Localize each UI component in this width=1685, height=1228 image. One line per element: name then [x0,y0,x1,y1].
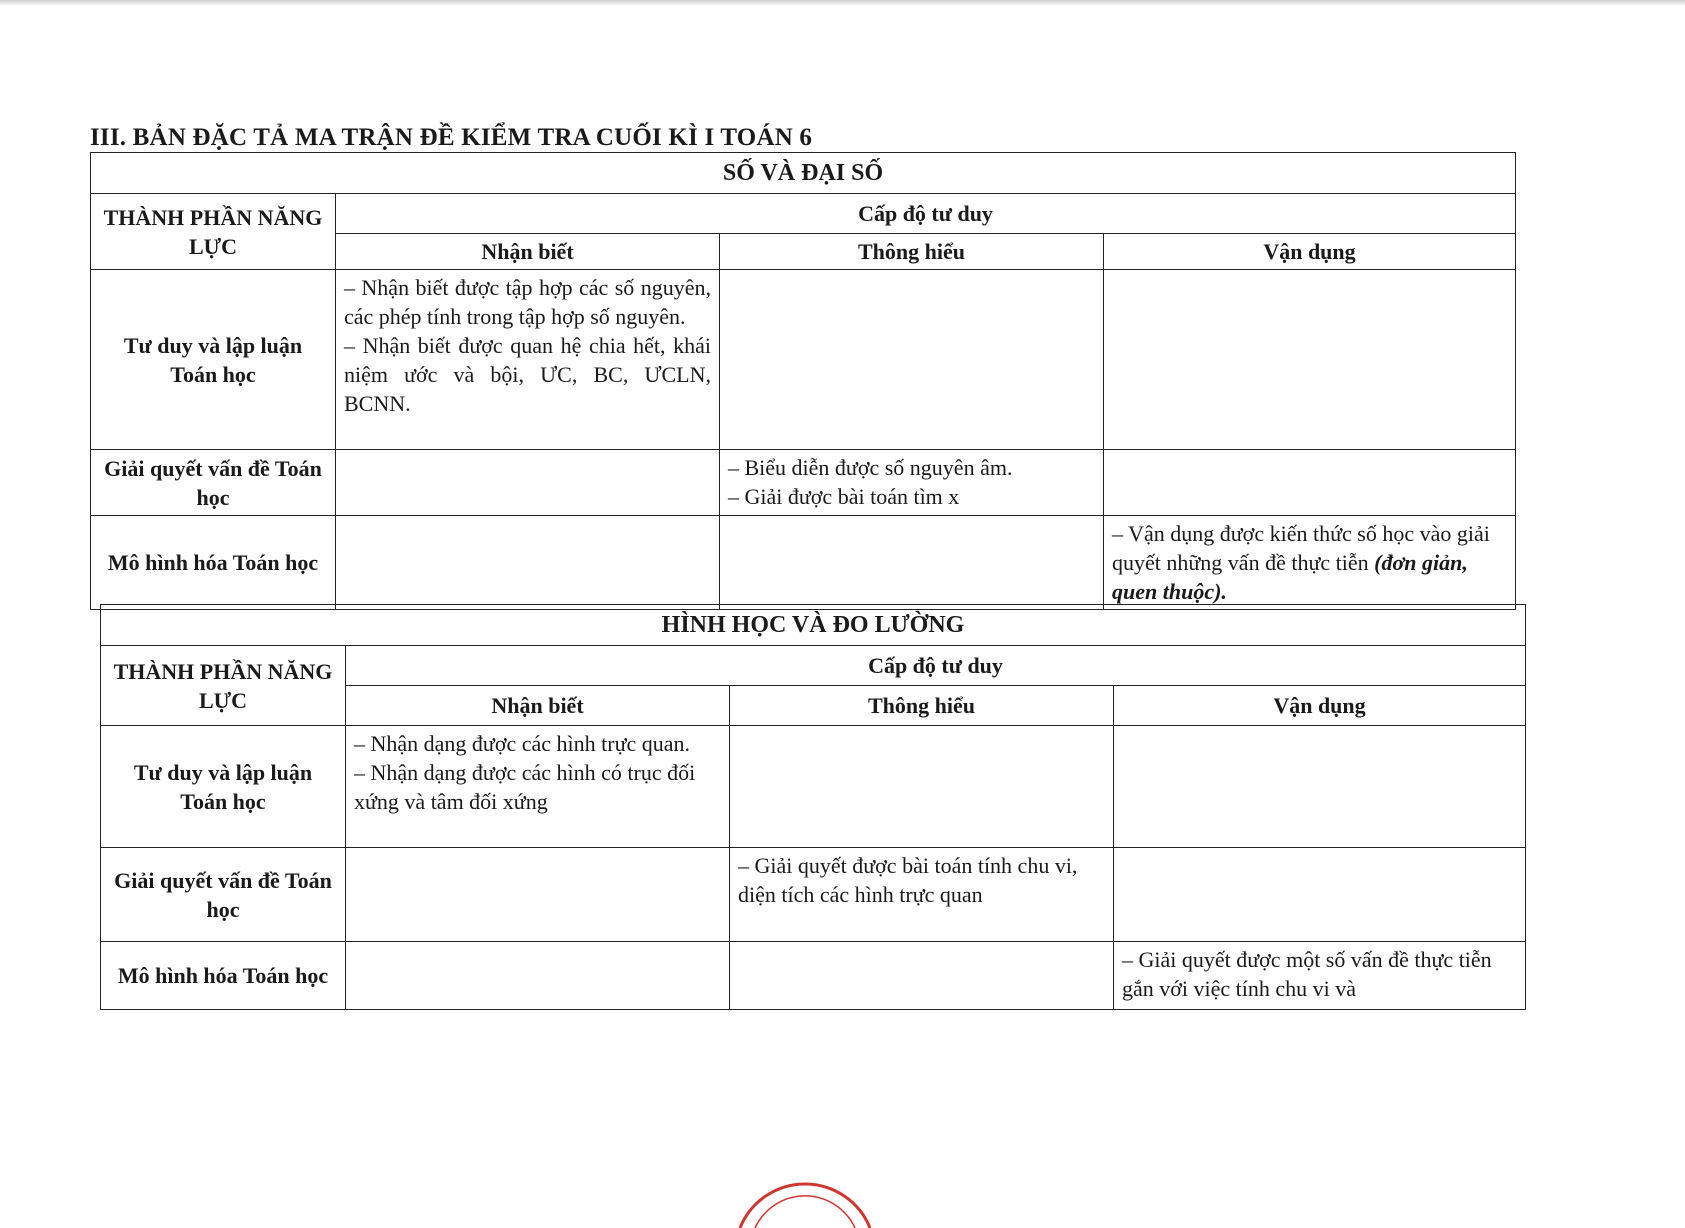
description-line: – Nhận dạng được các hình trực quan. [354,731,691,756]
cell-nhan-biet [336,516,720,610]
description-line: – Nhận biết được tập hợp các số nguyên, các phép tính trong tập hợp số nguyên. [344,275,711,329]
cell-nhan-biet [336,270,720,450]
description-line: – Giải quyết được bài toán tính chu vi, diện tích các hình trực quan [738,853,1078,907]
cell-van-dung [1114,942,1526,1010]
description-line: – Giải được bài toán tìm x [728,484,960,509]
cell-nhan-biet [346,726,730,848]
description-line: – Nhận dạng được các hình có trục đối xứng và tâm đối xứng [354,760,696,814]
row-label: Tư duy và lập luận Toán học [91,270,336,450]
cell-nhan-biet [346,942,730,1010]
cell-van-dung [1114,848,1526,942]
description-text: – Vận dụng được kiến thức số học vào giải quyết những vấn đề thực tiễn [1112,521,1490,575]
cell-thong-hieu [730,726,1114,848]
cell-thong-hieu [720,450,1104,516]
matrix-table-hinh-hoc [100,604,1526,1010]
section-heading: HÌNH HỌC VÀ ĐO LƯỜNG [101,605,1526,646]
competency-header: THÀNH PHẦN NĂNG LỰC [101,646,346,726]
page-title: III. BẢN ĐẶC TẢ MA TRẬN ĐỀ KIỂM TRA CUỐI KÌ I TOÁN 6 [90,124,813,151]
competency-header: THÀNH PHẦN NĂNG LỰC [91,194,336,270]
cell-thong-hieu [720,516,1104,610]
cell-van-dung [1104,270,1516,450]
description-line: – Nhận biết được quan hệ chia hết, khái niệm ước và bội, ƯC, BC, ƯCLN, BCNN. [344,333,711,416]
row-label: Mô hình hóa Toán học [101,942,346,1010]
level-header: Cấp độ tư duy [336,194,1516,234]
row-label: Giải quyết vấn đề Toán học [91,450,336,516]
red-seal-fragment [730,1168,880,1228]
row-label: Tư duy và lập luận Toán học [101,726,346,848]
cell-van-dung [1104,516,1516,610]
level-van-dung: Vận dụng [1114,686,1526,726]
description-line [1112,519,1507,606]
level-nhan-biet: Nhận biết [336,234,720,270]
level-thong-hieu: Thông hiểu [720,234,1104,270]
cell-thong-hieu [720,270,1104,450]
cell-van-dung [1104,450,1516,516]
row-label: Giải quyết vấn đề Toán học [101,848,346,942]
level-van-dung: Vận dụng [1104,234,1516,270]
description-emphasis: (đơn giản, quen thuộc). [1112,550,1468,604]
cell-nhan-biet [336,450,720,516]
matrix-table-so-dai-so [90,152,1516,610]
section-heading: SỐ VÀ ĐẠI SỐ [91,153,1516,194]
scan-edge [0,0,1685,6]
level-nhan-biet: Nhận biết [346,686,730,726]
cell-nhan-biet [346,848,730,942]
cell-thong-hieu [730,848,1114,942]
cell-thong-hieu [730,942,1114,1010]
description-line: – Giải quyết được một số vấn đề thực tiễn gắn với việc tính chu vi và [1122,947,1492,1001]
row-label: Mô hình hóa Toán học [91,516,336,610]
level-header: Cấp độ tư duy [346,646,1526,686]
cell-van-dung [1114,726,1526,848]
description-line: – Biểu diễn được số nguyên âm. [728,455,1013,480]
level-thong-hieu: Thông hiểu [730,686,1114,726]
